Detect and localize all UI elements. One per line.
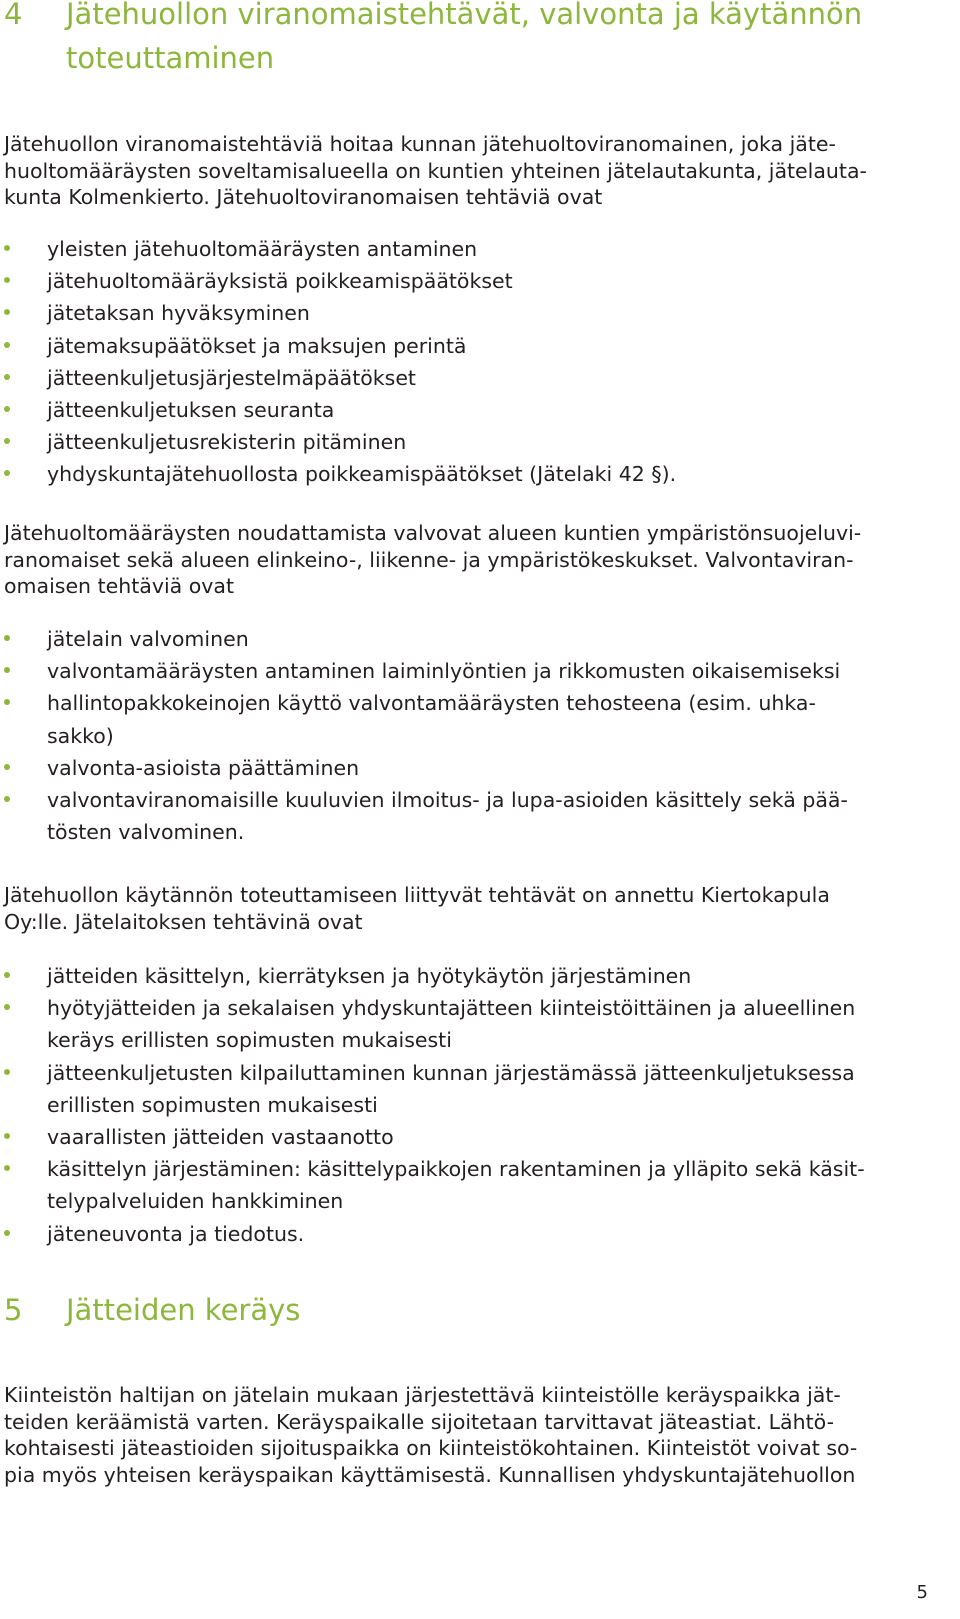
bullet-icon <box>4 1165 10 1171</box>
list-item <box>4 233 676 265</box>
section-4-heading <box>4 0 862 80</box>
list-item <box>4 330 676 362</box>
paragraph-collection-point: Kiinteistön haltijan on jätelain mukaan järjestettävä kiinteistölle keräyspaikka jät- teiden keräämistä varten. Keräyspaikalle sijoitetaan tarvittavat jäteastiat. Lähtö- kohtaisesti jäteastioiden sijoituspaikka on kiinteistökohtainen. Kiinteistöt voivat so- pia myös yhteisen keräyspaikan käyttämisestä. Kunnallisen yhdyskuntajätehuollon <box>4 1383 858 1487</box>
bullet-icon <box>4 342 10 348</box>
list-item-text: käsittelyn järjestäminen: käsittelypaikkojen rakentaminen ja ylläpito sekä käsit- telypalveluiden hankkiminen <box>47 1157 865 1214</box>
list-item <box>4 1153 865 1217</box>
bullet-icon <box>4 796 10 802</box>
list-item-text: jätelain valvominen <box>47 627 249 651</box>
bullet-icon <box>4 1004 10 1010</box>
list-item-text: vaarallisten jätteiden vastaanotto <box>47 1125 394 1150</box>
bullet-icon <box>4 309 10 315</box>
list-item-text: jätemaksupäätökset ja maksujen perintä <box>47 333 467 358</box>
list-item <box>4 623 848 655</box>
paragraph-supervision-intro: Jätehuoltomääräysten noudattamista valvovat alueen kuntien ympäristönsuojeluvi- ranomaiset sekä alueen elinkeino-, liikenne- ja ympäristökeskukset. Valvontaviran- omaisen tehtäviä ovat <box>4 521 862 598</box>
list-item-text: jätteiden käsittelyn, kierrätyksen ja hyötykäytön järjestäminen <box>47 964 692 988</box>
list-item-text: jätteenkuljetuksen seuranta <box>47 398 335 423</box>
list-item <box>4 1121 865 1153</box>
list-item-text: jäteneuvonta ja tiedotus. <box>47 1221 305 1246</box>
bullet-icon <box>4 764 10 770</box>
bullet-icon <box>4 374 10 380</box>
list-item <box>4 394 676 426</box>
bullet-icon <box>4 245 10 251</box>
bullet-icon <box>4 1133 10 1139</box>
section-5-heading <box>4 1288 300 1332</box>
paragraph-practical-intro: Jätehuollon käytännön toteuttamiseen liittyvät tehtävät on annettu Kiertokapula Oy:lle. Jätelaitoksen tehtävinä ovat <box>4 883 830 934</box>
list-item <box>4 362 676 394</box>
list-item-text: jätteenkuljetusjärjestelmäpäätökset <box>47 365 416 390</box>
list-item-text: yleisten jätehuoltomääräysten antaminen <box>47 237 478 261</box>
list-item <box>4 752 848 784</box>
list-item-text: valvontamääräysten antaminen laiminlyöntien ja rikkomusten oikaisemiseksi <box>47 659 841 684</box>
paragraph-authority-intro: Jätehuollon viranomaistehtäviä hoitaa kunnan jätehuoltoviranomainen, joka jäte- huoltomääräysten soveltamisalueella on kuntien yhteinen jätelautakunta, jätelauta- kunta Kolmenkierto. Jätehuoltoviranomaisen tehtäviä ovat <box>4 132 867 209</box>
list-item <box>4 687 848 751</box>
bullet-icon <box>4 277 10 283</box>
bullet-icon <box>4 667 10 673</box>
waste-facility-tasks-list <box>4 960 865 1250</box>
list-item <box>4 655 848 687</box>
list-item <box>4 297 676 329</box>
bullet-icon <box>4 406 10 412</box>
section-title: Jätteiden keräys <box>66 1293 301 1327</box>
list-item <box>4 265 676 297</box>
list-item <box>4 1057 865 1121</box>
bullet-icon <box>4 1069 10 1075</box>
list-item-text: valvontaviranomaisille kuuluvien ilmoitus- ja lupa-asioiden käsittely sekä pää- tösten valvominen. <box>47 788 848 845</box>
bullet-icon <box>4 972 10 978</box>
list-item <box>4 1218 865 1250</box>
list-item-text: jätetaksan hyväksyminen <box>47 301 310 326</box>
list-item <box>4 458 676 490</box>
list-item <box>4 426 676 458</box>
section-title: Jätehuollon viranomaistehtävät, valvonta ja käytännön toteuttaminen <box>66 0 863 75</box>
section-number: 4 <box>4 0 23 31</box>
bullet-icon <box>4 699 10 705</box>
list-item <box>4 992 865 1056</box>
list-item <box>4 784 848 848</box>
list-item-text: jätehuoltomääräyksistä poikkeamispäätökset <box>47 269 513 294</box>
authority-tasks-list <box>4 233 676 491</box>
list-item-text: hallintopakkokeinojen käyttö valvontamääräysten tehosteena (esim. uhka- sakko) <box>47 691 816 748</box>
supervision-tasks-list <box>4 623 848 848</box>
bullet-icon <box>4 635 10 641</box>
list-item <box>4 960 865 992</box>
list-item-text: jätteenkuljetusten kilpailuttaminen kunnan järjestämässä jätteenkuljetuksessa erillisten sopimusten mukaisesti <box>47 1060 855 1117</box>
page-number: 5 <box>916 1582 928 1603</box>
bullet-icon <box>4 1230 10 1236</box>
list-item-text: hyötyjätteiden ja sekalaisen yhdyskuntajätteen kiinteistöittäinen ja alueellinen keräys erillisten sopimusten mukaisesti <box>47 996 856 1053</box>
list-item-text: jätteenkuljetusrekisterin pitäminen <box>47 430 407 455</box>
list-item-text: yhdyskuntajätehuollosta poikkeamispäätökset (Jätelaki 42 §). <box>47 462 677 487</box>
list-item-text: valvonta-asioista päättäminen <box>47 755 360 780</box>
bullet-icon <box>4 470 10 476</box>
bullet-icon <box>4 438 10 444</box>
section-number: 5 <box>4 1293 23 1327</box>
